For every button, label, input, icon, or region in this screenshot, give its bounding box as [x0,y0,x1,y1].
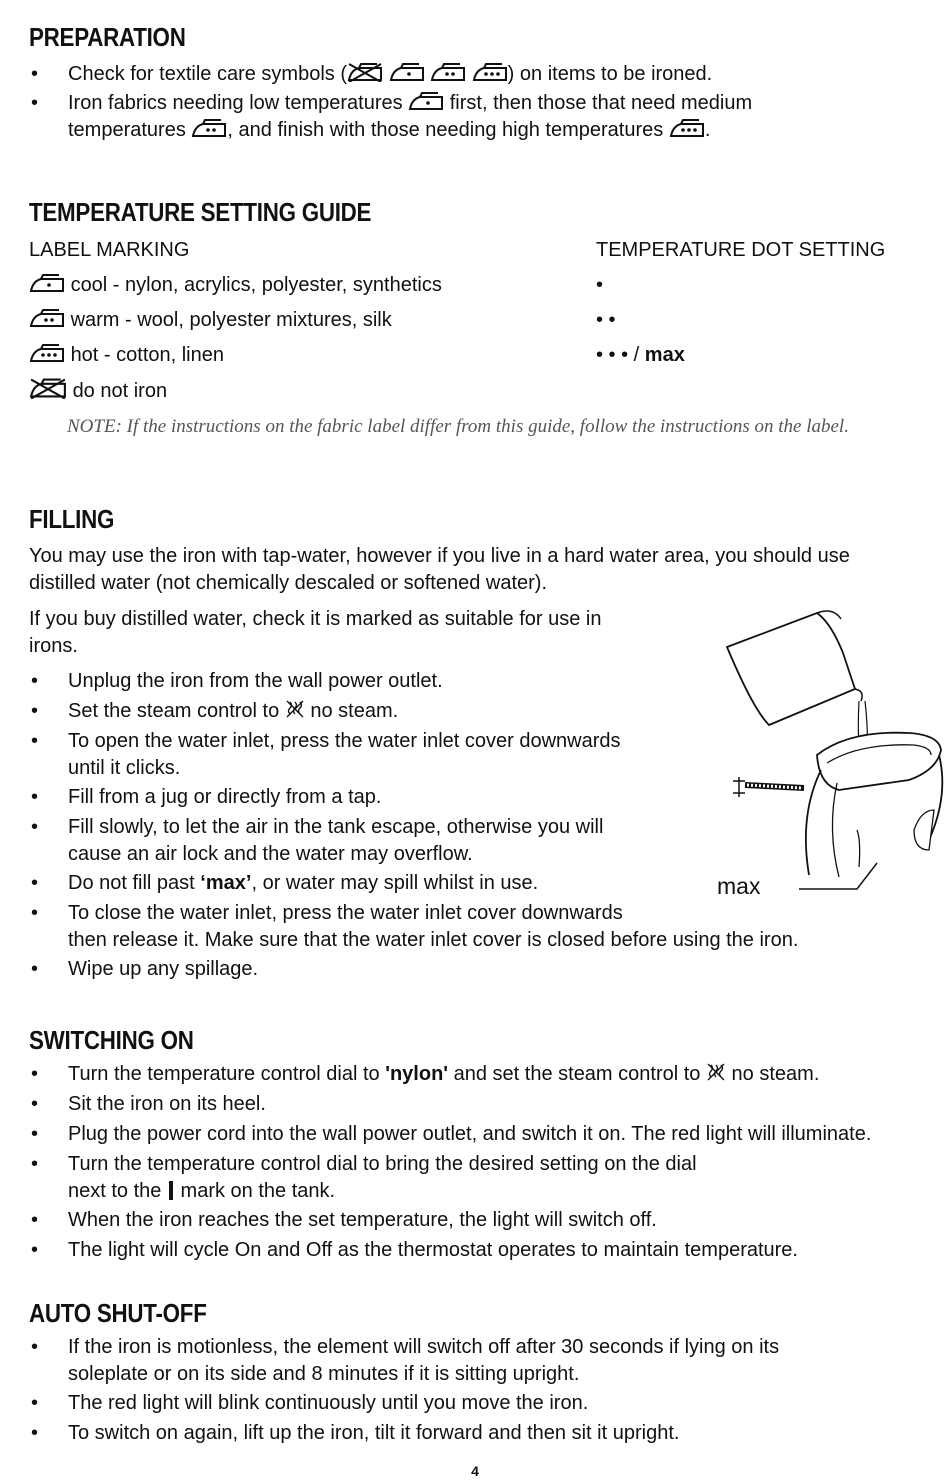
list-item [29,956,258,983]
iron-one-dot-icon [408,91,444,111]
list-item-text: To switch on again, lift up the iron, tilt it forward and then sit it upright. [68,1422,680,1444]
list-item-text: Fill from a jug or directly from a tap. [68,786,382,808]
row-label: cool - nylon, acrylics, polyester, synthetics [70,274,442,296]
list-item-text: Check for textile care symbols ( [68,63,347,85]
list-item-text: Do not fill past [68,872,195,894]
list-item [29,814,603,868]
dot-setting [596,342,685,369]
iron-two-dots-icon [430,62,466,82]
row-label: do not iron [72,380,168,402]
list-item-text: , or water may spill whilst in use. [251,872,539,894]
column-header-label-marking: LABEL MARKING [29,239,190,261]
list-item-text: , and finish with those needing high temperatures [227,119,664,141]
iron-one-dot-icon [389,62,425,82]
temperature-row [29,272,442,299]
jug-and-iron-drawing [709,605,949,905]
list-item [29,1061,819,1088]
nylon-emphasis: 'nylon' [385,1063,449,1085]
row-label: warm - wool, polyester mixtures, silk [70,309,392,331]
dot-setting: • • [596,309,616,331]
list-item-text: The light will cycle On and Off as the thermostat operates to maintain temperature. [68,1239,798,1261]
bullet: • [31,1392,39,1414]
list-item-text: To close the water inlet, press the water inlet cover downwards [68,902,623,924]
list-item-text: To open the water inlet, press the water inlet cover downwards [68,730,621,752]
paragraph-line: You may use the iron with tap-water, however if you live in a hard water area, you should use [29,545,850,567]
list-item-text: The red light will blink continuously until you move the iron. [68,1392,589,1414]
list-item-text: mark on the tank. [180,1180,336,1202]
list-item-text: Turn the temperature control dial to [68,1063,380,1085]
list-item [29,784,381,811]
list-item-text: When the iron reaches the set temperature, the light will switch off. [68,1209,657,1231]
no-steam-icon [285,699,305,719]
list-item-text: Wipe up any spillage. [68,958,259,980]
bullet: • [31,1239,39,1261]
iron-two-dots-icon [191,118,227,138]
bullet: • [31,1093,39,1115]
list-item-text: Turn the temperature control dial to bring the desired setting on the dial [68,1153,697,1175]
list-item-text: first, then those that need medium [449,92,753,114]
bullet: • [31,902,39,924]
column-header-dot-setting: TEMPERATURE DOT SETTING [596,239,886,261]
list-item-text: then release it. Make sure that the water inlet cover is closed before using the iron. [68,929,799,951]
list-item [29,1420,679,1447]
temperature-row [29,377,167,405]
page-number: 4 [471,1463,479,1479]
iron-one-dot-icon [29,273,65,293]
do-not-iron-icon [29,377,67,399]
list-item [29,870,538,897]
paragraph-line: distilled water (not chemically descaled or softened water). [29,572,548,594]
list-item [29,90,888,144]
row-label: hot - cotton, linen [70,344,224,366]
list-item [29,1390,588,1417]
list-item-text: Plug the power cord into the wall power outlet, and switch it on. The red light will illuminate. [68,1123,872,1145]
list-item-text: until it clicks. [68,757,181,779]
bullet: • [31,700,39,722]
no-steam-icon [706,1062,726,1082]
do-not-iron-icon [347,62,383,82]
paragraph [29,543,944,597]
bullet: • [31,872,39,894]
section-title-switching-on: SWITCHING ON [29,1025,194,1055]
max-emphasis: ‘max’ [200,872,252,894]
filling-illustration [709,605,949,905]
list-item-text: temperatures [68,119,186,141]
list-item [29,668,443,695]
list-item-text: soleplate or on its side and 8 minutes if it is sitting upright. [68,1363,580,1385]
list-item [29,1207,657,1234]
bullet: • [31,786,39,808]
bullet: • [31,816,39,838]
iron-three-dots-icon [669,118,705,138]
bullet: • [31,1422,39,1444]
list-item [29,1091,266,1118]
list-item-text: no steam. [310,700,399,722]
list-item-text: Unplug the iron from the wall power outlet. [68,670,443,692]
list-item-text: ) on items to be ironed. [507,63,713,85]
list-item-text: Set the steam control to [68,700,280,722]
list-item-text: Sit the iron on its heel. [68,1093,266,1115]
list-item [29,61,712,88]
bullet: • [31,958,39,980]
list-item-text: and set the steam control to [453,1063,701,1085]
list-item [29,728,621,782]
list-item-text: Iron fabrics needing low temperatures [68,92,403,114]
section-title-auto-shutoff: AUTO SHUT-OFF [29,1298,207,1328]
iron-three-dots-icon [29,343,65,363]
list-item [29,1237,798,1264]
section-title-preparation: PREPARATION [29,22,186,52]
bullet: • [31,1336,39,1358]
temperature-row [29,342,224,369]
paragraph-line: If you buy distilled water, check it is marked as suitable for use in [29,608,602,630]
list-item [29,698,398,725]
dot-setting: • [596,274,604,296]
list-item-text: Fill slowly, to let the air in the tank escape, otherwise you will [68,816,604,838]
max-label: max [644,344,685,366]
bullet: • [31,92,39,114]
note: NOTE: If the instructions on the fabric label differ from this guide, follow the instructions on the label. [67,416,849,437]
list-item-text: If the iron is motionless, the element will switch off after 30 seconds if lying on its [68,1336,780,1358]
bullet: • [31,1123,39,1145]
temperature-row [29,307,392,334]
section-title-filling: FILLING [29,504,115,534]
bullet: • [31,1063,39,1085]
list-item-text: no steam. [731,1063,820,1085]
section-title-temperature-guide: TEMPERATURE SETTING GUIDE [29,197,372,227]
list-item [29,1334,779,1388]
bullet: • [31,63,39,85]
max-label: max [717,873,761,899]
list-item-text: cause an air lock and the water may overflow. [68,843,473,865]
list-item-text: next to the [68,1180,162,1202]
iron-three-dots-icon [472,62,508,82]
list-item [29,1151,697,1205]
list-item [29,900,948,954]
dots: • • • / [596,344,640,366]
list-item [29,1121,871,1148]
bullet: • [31,670,39,692]
bullet: • [31,1209,39,1231]
list-item-text: . [704,119,711,141]
tank-mark-icon [169,1181,173,1200]
iron-two-dots-icon [29,308,65,328]
paragraph [29,606,689,660]
bullet: • [31,730,39,752]
bullet: • [31,1153,39,1175]
paragraph-line: irons. [29,635,78,657]
